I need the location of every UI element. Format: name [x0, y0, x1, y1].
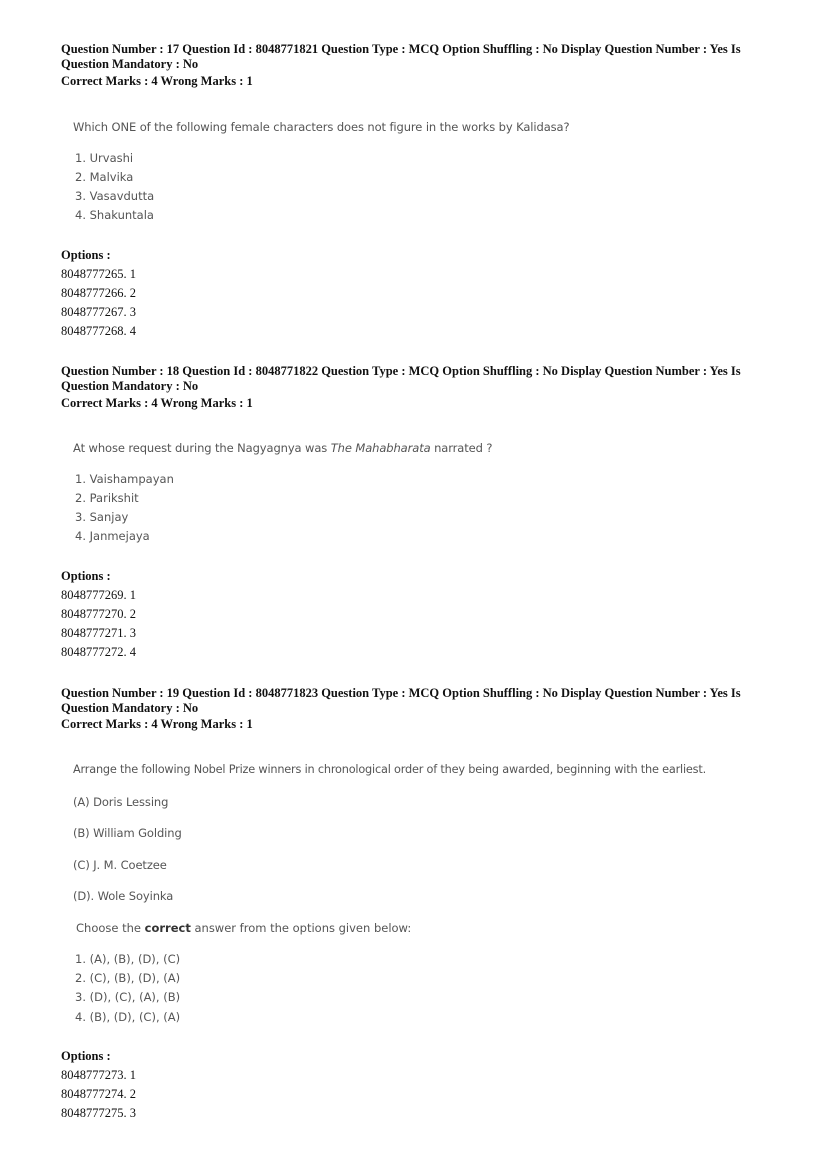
question-17-choice-3: 3. Vasavdutta: [75, 189, 155, 203]
question-19-options-label: Options :: [61, 1049, 111, 1063]
instruction-bold: correct: [144, 921, 191, 935]
question-17-marks: Correct Marks : 4 Wrong Marks : 1: [61, 74, 253, 88]
question-17-choice-4: 4. Shakuntala: [75, 208, 154, 222]
question-19-marks: Correct Marks : 4 Wrong Marks : 1: [61, 717, 253, 731]
question-17-choice-2: 2. Malvika: [75, 170, 134, 184]
question-18-marks: Correct Marks : 4 Wrong Marks : 1: [61, 396, 253, 410]
question-19-choice-3: 3. (D), (C), (A), (B): [75, 990, 181, 1004]
question-17-options-label: Options :: [61, 248, 111, 262]
question-18-choice-2: 2. Parikshit: [75, 491, 139, 505]
question-18-option-1: 8048777269. 1: [61, 588, 136, 602]
question-17-choice-1: 1. Urvashi: [75, 151, 134, 165]
question-header-line: Question Number : 19 Question Id : 8048771823 Question Type : MCQ Option Shuffling : No Display Question Number : Yes Is: [61, 686, 741, 700]
instruction-text-c: answer from the options given below:: [190, 921, 412, 935]
question-18-choice-4: 4. Janmejaya: [75, 529, 150, 543]
question-19-option-3: 8048777275. 3: [61, 1106, 136, 1120]
question-18-header: [61, 364, 761, 393]
question-17-header: [61, 42, 761, 71]
question-mandatory-line: Question Mandatory : No: [61, 56, 199, 71]
stem-text-a: At whose request during the Nagyagnya was: [73, 441, 331, 455]
question-19-stem: Arrange the following Nobel Prize winners in chronological order of they being awarded, beginning with the earliest.: [73, 763, 706, 776]
question-19-choice-2: 2. (C), (B), (D), (A): [75, 971, 181, 985]
question-17-stem: Which ONE of the following female characters does not figure in the works by Kalidasa?: [73, 120, 570, 134]
stem-text-c: narrated ?: [430, 441, 493, 455]
question-19-item-c: (C) J. M. Coetzee: [73, 858, 167, 872]
question-19-item-a: (A) Doris Lessing: [73, 795, 169, 809]
question-19-item-b: (B) William Golding: [73, 826, 182, 840]
question-18-stem: [73, 441, 492, 455]
question-header-line: Question Number : 17 Question Id : 8048771821 Question Type : MCQ Option Shuffling : No Display Question Number : Yes Is: [61, 42, 741, 56]
question-19-instruction: [76, 921, 411, 935]
stem-title-italic: The Mahabharata: [330, 441, 431, 455]
question-18-option-3: 8048777271. 3: [61, 626, 136, 640]
question-17-option-4: 8048777268. 4: [61, 324, 136, 338]
question-19-item-d: (D). Wole Soyinka: [73, 889, 174, 903]
question-19-header: [61, 686, 761, 715]
question-18-option-2: 8048777270. 2: [61, 607, 136, 621]
question-18-choice-3: 3. Sanjay: [75, 510, 129, 524]
instruction-text-a: Choose the: [76, 921, 145, 935]
question-17-option-1: 8048777265. 1: [61, 267, 136, 281]
question-17-option-3: 8048777267. 3: [61, 305, 136, 319]
question-18-option-4: 8048777272. 4: [61, 645, 136, 659]
question-18-choice-1: 1. Vaishampayan: [75, 472, 174, 486]
question-19-option-1: 8048777273. 1: [61, 1068, 136, 1082]
question-mandatory-line: Question Mandatory : No: [61, 378, 199, 393]
question-19-choice-1: 1. (A), (B), (D), (C): [75, 952, 181, 966]
question-18-options-label: Options :: [61, 569, 111, 583]
question-19-option-2: 8048777274. 2: [61, 1087, 136, 1101]
question-17-option-2: 8048777266. 2: [61, 286, 136, 300]
question-header-line: Question Number : 18 Question Id : 8048771822 Question Type : MCQ Option Shuffling : No Display Question Number : Yes Is: [61, 364, 741, 378]
question-19-choice-4: 4. (B), (D), (C), (A): [75, 1010, 181, 1024]
question-mandatory-line: Question Mandatory : No: [61, 700, 199, 715]
